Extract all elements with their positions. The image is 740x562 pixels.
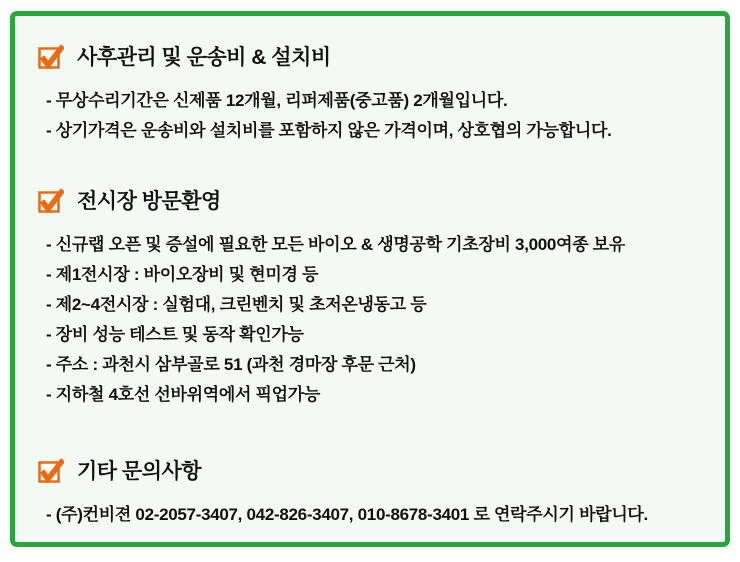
- list-item: - 제2~4전시장 : 실험대, 크린벤치 및 초저온냉동고 등: [46, 295, 427, 314]
- list-item: - 주소 : 과천시 삼부골로 51 (과천 경마장 후문 근처): [46, 355, 416, 374]
- list-item: - 신규랩 오픈 및 증설에 필요한 모든 바이오 & 생명공학 기초장비 3,000여종 보유: [46, 235, 625, 254]
- list-item: - 제1전시장 : 바이오장비 및 현미경 등: [46, 265, 319, 284]
- section-inquiries: [38, 456, 707, 530]
- section-aftercare: [38, 42, 707, 146]
- checkbox-checked-icon: [38, 457, 64, 483]
- checkbox-checked-icon: [38, 187, 64, 213]
- section-heading: [38, 186, 707, 214]
- section-title: 기타 문의사항: [77, 460, 202, 483]
- section-heading: [38, 456, 707, 484]
- section-title: 전시장 방문환영: [77, 190, 221, 213]
- list-item: - 상기가격은 운송비와 설치비를 포함하지 않은 가격이며, 상호협의 가능합니다.: [46, 121, 612, 140]
- list-item: - 무상수리기간은 신제품 12개월, 리퍼제품(중고품) 2개월입니다.: [46, 91, 508, 110]
- checkbox-checked-icon: [38, 43, 64, 69]
- notice-panel: [10, 11, 730, 547]
- list-item: - 지하철 4호선 선바위역에서 픽업가능: [46, 385, 321, 404]
- section-heading: [38, 42, 707, 70]
- section-items: [46, 86, 707, 146]
- section-items: [46, 500, 707, 530]
- list-item: - 장비 성능 테스트 및 동작 확인가능: [46, 325, 304, 344]
- section-items: [46, 230, 707, 410]
- list-item: - (주)컨비젼 02-2057-3407, 042-826-3407, 010-8678-3401 로 연락주시기 바랍니다.: [46, 505, 648, 524]
- section-title: 사후관리 및 운송비 & 설치비: [77, 46, 331, 69]
- section-showroom: [38, 186, 707, 410]
